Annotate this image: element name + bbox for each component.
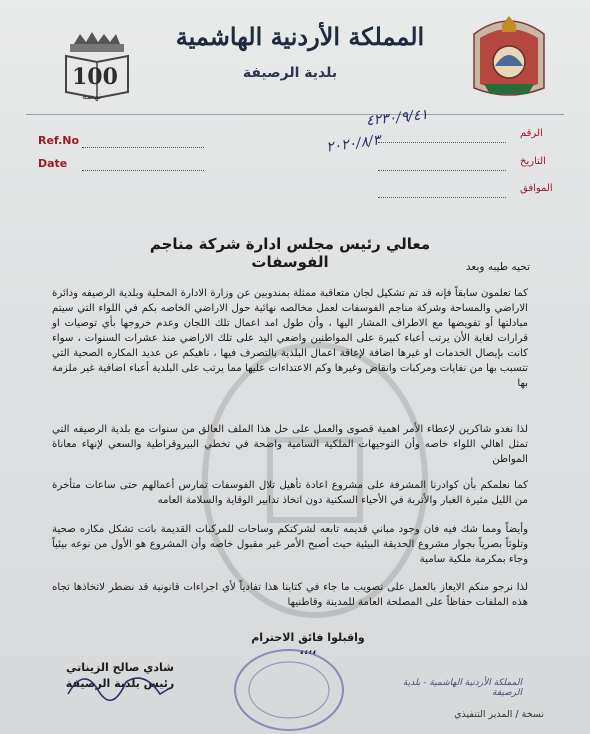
date-line <box>82 169 204 171</box>
letter-paragraph: كما تعلمون سابقاً فإنه قد تم تشكيل لجان متعاقبة ممثلة بمندوبين عن وزارة الادارة المحلية وبلدية الرصيفه ودائرة الاراضي والمساحة وشركة مناجم الفوسفات لعمل مخالصه نهائية حول الاراضي الخاصه بكم في اللواء التي سيتم مبادلتها أو تفويضها مع الاطراف المشار اليها ، وأن طول امد اعمال تلك اللجان وعدم خروجها بأي توصيات او قرارات لغاية الأن يرتب أعباء كبيرة على المواطنين واضعي اليد على تلك الاراضي منذ عشرات السنوات ، سواء كانت بإيصال الخدمات او غيرها اضافة لإعاقة اعمال البلدية بالتصرف فيها ، ناهيكم عن عديد المكاره الصحية التي تتسبب بها من نفايات ومركبات وانقاض وغيرها وكم الاعتداءات عليها مما يرتب على البلدية أعباء اضافية غير ملزمة بها <box>52 288 528 389</box>
ar-number-line <box>378 141 506 143</box>
ar-date-line <box>378 169 506 171</box>
stamp-text: المملكة الأردنية الهاشمية - بلدية الرصيفة <box>402 678 522 698</box>
municipality-title: بلدية الرصيفة <box>242 65 338 81</box>
centennial-caption: نهضة <box>82 92 102 102</box>
signature-name: شادي صالح الزيناتي <box>66 661 174 674</box>
ar-date-label: التاريخ <box>520 156 546 167</box>
letter-recipient-heading: معالي رئيس مجلس ادارة شركة مناجم الفوسفات <box>149 235 431 271</box>
jordan-coat-of-arms-icon <box>468 14 550 98</box>
letter-greeting: تحيه طيبه وبعد <box>465 261 530 273</box>
letter-paragraph: لذا نرجو منكم الايعاز بالعمل على تصويب ما جاء في كتابنا هذا تفادياً لأي اجراءات قانونية قد نضطر لاتخاذها تجاه هذه الملفات حفاظاً على المصلحة العامة للمدينة وقاطنيها <box>52 582 528 608</box>
header-divider <box>26 114 564 115</box>
handwritten-signature-icon <box>64 664 174 704</box>
letter-closing: واقبلوا فائق الاحترام ،،،، <box>251 631 365 657</box>
ar-number-label: الرقم <box>520 128 543 139</box>
signature-title: رئيس بلدية الرصيفة <box>65 677 175 690</box>
letter-paragraph: لذا نغدو شاكرين لإعطاء الأمر اهمية قصوى والعمل على حل هذا الملف العالق من سنوات مع بلدية الرصيفه التي تمثل اهالي اللواء خاصه وأن التوجيهات الملكية السامية واضحة في تخطي البيروقراطية والسعي لإنهاء معاناة المواطن <box>52 424 528 465</box>
centennial-number: 100 <box>72 64 118 90</box>
kingdom-title: المملكة الأردنية الهاشمية <box>175 22 425 51</box>
ref-no-line <box>82 146 204 148</box>
centennial-logo <box>58 30 136 110</box>
official-stamp-icon <box>228 638 350 734</box>
handwritten-date: ٢٠٢٠/٨/٣ <box>325 132 382 156</box>
date-label: Date <box>38 157 68 170</box>
copy-to: نسخة / المدير التنفيذي <box>454 709 544 720</box>
ar-agree-line <box>378 196 506 198</box>
handwritten-number: ٤٢٣٠/٩/٤١ <box>365 106 429 130</box>
ref-no-label: Ref.No <box>38 134 80 147</box>
letter-paragraph: وأيضاً ومما شك فيه فان وجود مباني قديمه تابعه لشركتكم وساحات للمركبات القديمة باتت تشكل مكاره صحية وتلوثاً بصرياً بجوار مشروع الحديقة البيئية حيث أصبح الأمر غير مقبول خاصه وأن المشروع هو الأول من نوعه بيئياً وجاء بمكرمة ملكية سامية <box>52 524 528 565</box>
letter-paragraph: كما نعلمكم بأن كوادرنا المشرفة على مشروع اعادة تأهيل تلال الفوسفات تمارس أعمالهم حتى ساعات متأخرة من الليل مثيرة الغبار والأتربة في الأحياء السكنية دون اتخاذ تدابير الوقاية والسلامة العامه <box>52 480 528 506</box>
ar-agree-label: الموافق <box>520 183 553 194</box>
